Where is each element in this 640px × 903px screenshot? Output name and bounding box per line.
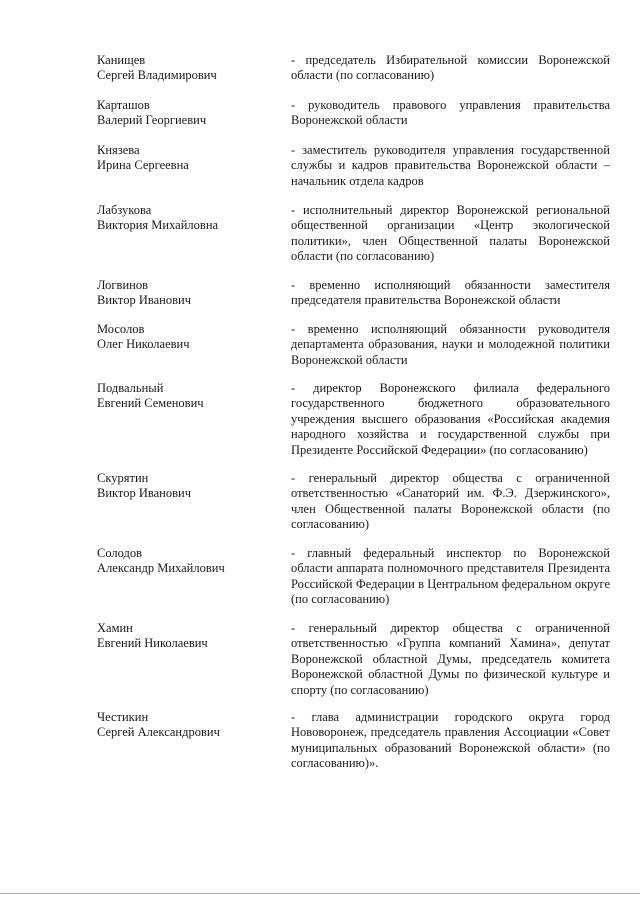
member-surname: Логвинов xyxy=(97,278,148,292)
member-role: - директор Воронежского филиала федерального государственного бюджетного образовательного учреждения высшего образования «Российская академия народного хозяйства и государственной службы при Президенте Российской Федерации» (по согласованию) xyxy=(291,381,610,457)
member-given-names: Ирина Сергеевна xyxy=(97,158,189,173)
member-surname: Мосолов xyxy=(97,322,145,336)
member-given-names: Евгений Семенович xyxy=(97,396,204,411)
member-given-names: Виктор Иванович xyxy=(97,293,191,308)
member-given-names: Сергей Владимирович xyxy=(97,68,217,83)
member-name xyxy=(97,710,272,741)
member-surname: Скурятин xyxy=(97,471,149,485)
member-role: - генеральный директор общества с ограниченной ответственностью «Санаторий им. Ф.Э. Дзержинского», член Общественной палаты Воронежской области (по согласованию) xyxy=(291,471,610,532)
member-given-names: Виктор Иванович xyxy=(97,486,191,501)
member-given-names: Валерий Георгиевич xyxy=(97,113,207,128)
member-given-names: Олег Николаевич xyxy=(97,337,190,352)
member-name xyxy=(97,322,272,353)
member-name xyxy=(97,143,272,174)
member-surname: Князева xyxy=(97,143,140,157)
member-surname: Карташов xyxy=(97,98,150,112)
member-surname: Честикин xyxy=(97,710,149,724)
member-role: - генеральный директор общества с ограниченной ответственностью «Группа компаний Хамина», депутат Воронежской областной Думы, председатель комитета Воронежской областной Думы по физической культуре и спорту (по согласованию) xyxy=(291,621,610,697)
member-name xyxy=(97,381,272,412)
member-role: - председатель Избирательной комиссии Воронежской области (по согласованию) xyxy=(291,53,610,83)
member-role: - исполнительный директор Воронежской региональной общественной организации «Центр экологической политики», член Общественной палаты Воронежской области (по согласованию) xyxy=(291,203,610,264)
member-name xyxy=(97,53,272,84)
member-given-names: Виктория Михайловна xyxy=(97,218,219,233)
member-name xyxy=(97,546,272,577)
member-surname: Канищев xyxy=(97,53,146,67)
page-bottom-divider xyxy=(0,893,640,894)
member-given-names: Александр Михайлович xyxy=(97,561,225,576)
member-surname: Хамин xyxy=(97,621,133,635)
member-surname: Подвальный xyxy=(97,381,164,395)
member-name xyxy=(97,278,272,309)
member-role: - главный федеральный инспектор по Воронежской области аппарата полномочного представителя Президента Российской Федерации в Центральном федеральном округе (по согласованию) xyxy=(291,546,610,607)
member-role: - руководитель правового управления правительства Воронежской области xyxy=(291,98,610,128)
member-role: - временно исполняющий обязанности заместителя председателя правительства Воронежской области xyxy=(291,278,610,308)
member-name xyxy=(97,98,272,129)
member-role: - временно исполняющий обязанности руководителя департамента образования, науки и молодежной политики Воронежской области xyxy=(291,322,610,367)
member-surname: Солодов xyxy=(97,546,143,560)
member-given-names: Евгений Николаевич xyxy=(97,636,208,651)
member-name xyxy=(97,471,272,502)
member-role: - глава администрации городского округа город Нововоронеж, председатель правления Ассоциации «Совет муниципальных образований Воронежской области» (по согласованию)». xyxy=(291,710,610,771)
member-name xyxy=(97,621,272,652)
member-name xyxy=(97,203,272,234)
member-role: - заместитель руководителя управления государственной службы и кадров правительства Воронежской области – начальник отдела кадров xyxy=(291,143,610,188)
member-surname: Лабзукова xyxy=(97,203,152,217)
member-given-names: Сергей Александрович xyxy=(97,725,220,740)
